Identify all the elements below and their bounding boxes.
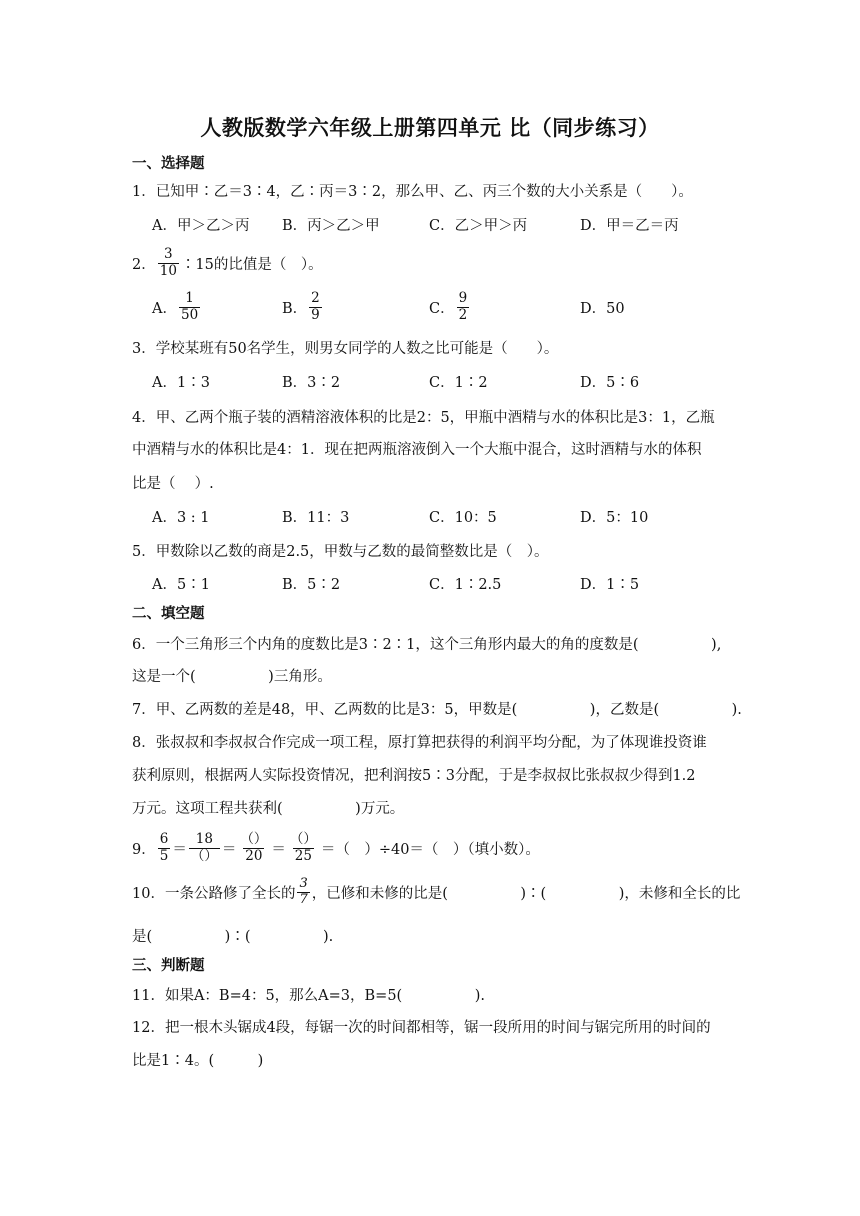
question-4-line-3: 比是（ ）. xyxy=(132,476,214,492)
option-d: D．5∶6 xyxy=(580,374,640,391)
option-c-fraction xyxy=(457,291,470,323)
fraction-3-7 xyxy=(297,877,309,908)
equals-sign: ＝ xyxy=(172,841,187,858)
fraction-numerator: 2 xyxy=(311,289,320,306)
fraction-denominator: （） xyxy=(190,847,218,864)
option-d: D．1∶5 xyxy=(580,576,640,593)
question-8-line-2: 获利原则，根据两人实际投资情况，把利润按5∶3分配，于是李叔叔比张叔叔少得到1.2 xyxy=(132,768,696,784)
option-a-fraction xyxy=(179,291,200,323)
section-heading-true-false: 三、判断题 xyxy=(132,957,205,974)
option-a: A．5∶1 xyxy=(152,576,210,593)
fraction-numerator: 18 xyxy=(195,830,213,847)
question-10-rest: ，已修和未修的比是( )∶( )，未修和全长的比 xyxy=(311,885,741,902)
page-title: 人教版数学六年级上册第四单元 比（同步练习） xyxy=(200,115,660,140)
option-c: C．乙＞甲＞丙 xyxy=(429,217,528,234)
option-b: B．3∶2 xyxy=(282,374,341,391)
fraction-blank-25 xyxy=(288,832,319,864)
fraction-numerator: 3 xyxy=(164,245,173,262)
option-c-label: C． xyxy=(429,300,455,317)
option-b: B．5∶2 xyxy=(282,576,341,593)
question-2-rest: ∶15的比值是（ ）。 xyxy=(180,256,323,273)
question-4-options xyxy=(152,505,792,527)
question-6-line-1: 6．一个三角形三个内角的度数比是3∶2∶1，这个三角形内最大的角的度数是( ), xyxy=(132,637,722,653)
option-c: C．1∶2 xyxy=(429,374,488,391)
question-10-start: 10．一条公路修了全长的 xyxy=(132,885,296,902)
fraction-denominator: 5 xyxy=(159,847,169,864)
question-4-line-1: 4．甲、乙两个瓶子装的酒精溶液体积的比是2：5，甲瓶中酒精与水的体积比是3：1，乙瓶 xyxy=(132,410,715,426)
option-a: A．甲＞乙＞丙 xyxy=(152,217,250,234)
question-9-rest: ＝（ ）÷40＝（ ）（填小数）。 xyxy=(320,841,540,858)
fraction-denominator: 10 xyxy=(159,262,177,279)
option-c xyxy=(429,285,471,329)
question-9-number: 9． xyxy=(132,841,156,858)
question-3-text: 3．学校某班有50名学生，则男女同学的人数之比可能是（ ）。 xyxy=(132,341,559,357)
question-3-options xyxy=(152,370,792,392)
option-c: C．10：5 xyxy=(429,509,497,526)
option-d: D．甲＝乙＝丙 xyxy=(580,217,679,234)
question-1-text: 1．已知甲∶乙＝3∶4，乙∶丙＝3∶2，那么甲、乙、丙三个数的大小关系是（ ）。 xyxy=(132,184,693,200)
option-b-label: B． xyxy=(282,300,308,317)
question-4-line-2: 中酒精与水的体积比是4：1．现在把两瓶溶液倒入一个大瓶中混合，这时酒精与水的体积 xyxy=(132,442,702,458)
equals-sign: ＝ xyxy=(221,841,237,858)
question-1-options xyxy=(152,213,792,235)
question-6-line-2: 这是一个( )三角形。 xyxy=(132,669,332,685)
option-c: C．1∶2.5 xyxy=(429,576,502,593)
question-2-number: 2． xyxy=(132,256,156,273)
question-10-line-2: 是( )∶( ). xyxy=(132,929,334,945)
question-5-options xyxy=(152,572,792,594)
fraction-denominator: 2 xyxy=(458,306,468,323)
fraction-numerator: （） xyxy=(240,830,268,847)
option-d: D．5：10 xyxy=(580,509,649,526)
option-a: A．1∶3 xyxy=(152,374,210,391)
option-b: B．11：3 xyxy=(282,509,350,526)
question-9-text xyxy=(132,826,540,870)
fraction-denominator: 7 xyxy=(299,891,308,907)
question-7-text: 7．甲、乙两数的差是48，甲、乙两数的比是3：5，甲数是( )，乙数是( ). xyxy=(132,702,742,718)
question-8-line-3: 万元。这项工程共获利( )万元。 xyxy=(132,801,405,817)
fraction-numerator: 6 xyxy=(159,830,169,847)
question-11-text: 11．如果A：B=4：5，那么A=3，B=5( ). xyxy=(132,988,485,1004)
question-12-line-2: 比是1∶4。( ) xyxy=(132,1053,264,1069)
question-2-text xyxy=(132,241,323,285)
fraction-3-10 xyxy=(158,247,179,279)
fraction-denominator: 20 xyxy=(245,847,263,864)
fraction-numerator: 9 xyxy=(458,289,468,306)
section-heading-fill-blank: 二、填空题 xyxy=(132,605,205,622)
fraction-denominator: 50 xyxy=(180,306,199,323)
option-d: D．50 xyxy=(580,300,625,317)
fraction-6-5 xyxy=(158,832,171,864)
option-a: A．3 : 1 xyxy=(152,509,210,526)
option-b xyxy=(282,285,324,329)
question-2-options xyxy=(152,285,792,329)
option-b-fraction xyxy=(309,291,322,323)
fraction-blank-20 xyxy=(238,832,269,864)
equals-sign: ＝ xyxy=(271,841,286,858)
fraction-18-blank xyxy=(189,832,220,864)
question-8-line-1: 8．张叔叔和李叔叔合作完成一项工程，原打算把获得的利润平均分配，为了体现谁投资谁 xyxy=(132,735,707,751)
fraction-denominator: 25 xyxy=(294,847,312,864)
question-10-line-1 xyxy=(132,870,740,914)
fraction-numerator: 3 xyxy=(299,875,308,891)
fraction-numerator: （） xyxy=(289,830,317,847)
fraction-denominator: 9 xyxy=(311,306,320,323)
option-b: B．丙＞乙＞甲 xyxy=(282,217,380,234)
question-12-line-1: 12．把一根木头锯成4段，每锯一次的时间都相等，锯一段所用的时间与锯完所用的时间的 xyxy=(132,1020,711,1036)
fraction-numerator: 1 xyxy=(185,289,194,306)
option-a xyxy=(152,285,202,329)
question-5-text: 5．甲数除以乙数的商是2.5，甲数与乙数的最简整数比是（ ）。 xyxy=(132,544,549,560)
section-heading-choice: 一、选择题 xyxy=(132,155,205,172)
option-a-label: A． xyxy=(152,300,177,317)
